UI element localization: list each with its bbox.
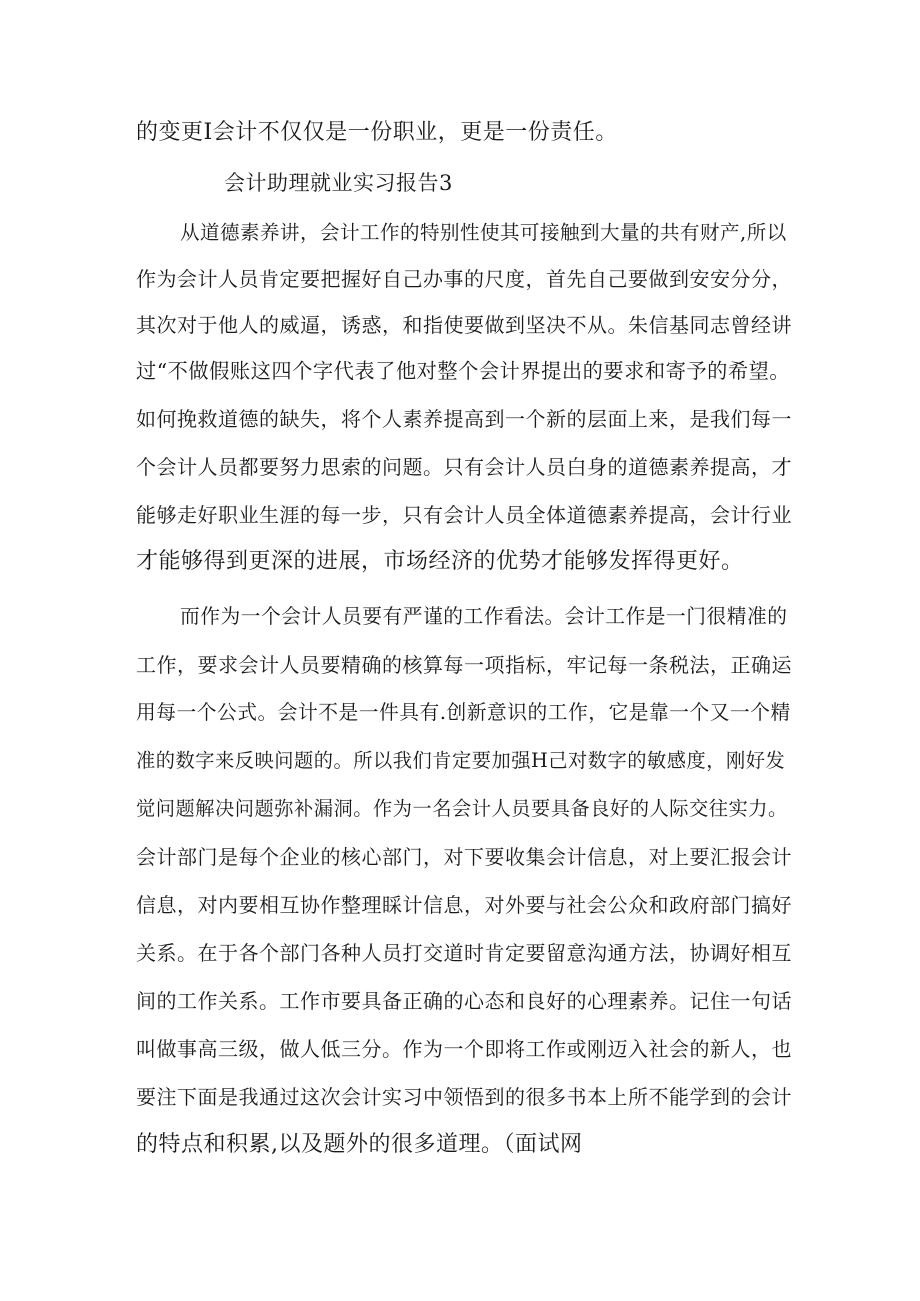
- paragraph-line: 作为会计人员肯定要把握好自己办事的尺度，首先自己要做到安安分分，: [136, 267, 792, 291]
- paragraph-line: 如何挽救道德的缺失，将个人素养提高到一个新的层面上来，是我们每一: [136, 407, 792, 431]
- paragraph-line: 觉问题解决问题弥补漏洞。作为一名会计人员要具备良好的人际交往实力。: [136, 797, 788, 820]
- paragraph-line: 工作，要求会计人员要精确的核算每一项指标，牢记每一条税法，正确运: [136, 653, 792, 677]
- paragraph-line: 的特点和积累,以及题外的很多道理。（面试网: [136, 1132, 583, 1157]
- paragraph-line: 信息，对内要相互协作整理睬计信息，对外要与社会公众和政府部门搞好: [136, 893, 792, 917]
- paragraph-line: 准的数字来反映问题的。所以我们肯定要加强H己对数字的敏感度，刚好发: [136, 749, 786, 772]
- paragraph-line: 其次对于他人的威逼，诱惑，和指使要做到坚决不从。朱信基同志曾经讲: [136, 313, 792, 337]
- paragraph-line: 而作为一个会计人员要有严谨的工作看法。会计工作是一门很精准的: [180, 605, 788, 628]
- paragraph-line: 用每一个公式。会计不是一件具有.创新意识的工作，它是靠一个又一个精: [136, 701, 791, 724]
- paragraph-line: 叫做事高三级，做人低三分。作为一个即将工作或刚迈入社会的新人，也: [136, 1037, 792, 1061]
- paragraph-line: 关系。在于各个部门各种人员打交道时肯定要留意沟通方法，协调好相互: [136, 941, 792, 965]
- section-heading: 会计助理就业实习报告3: [224, 171, 453, 195]
- paragraph-line: 过“不做假账这四个字代表了他对整个会计界提出的要求和寄予的希望。: [136, 359, 791, 383]
- opening-line: 的变更Ⅰ会计不仅仅是一份职业，更是一份责任。: [136, 120, 618, 145]
- paragraph-line: 间的工作关系。工作市要具备正确的心态和良好的心理素养。记住一句话: [136, 989, 792, 1013]
- paragraph-line: 才能够得到更深的进展，市场经济的优势才能够发挥得更好。: [136, 549, 744, 574]
- paragraph-line: 从道德素养讲，会计工作的特别性使其可接触到大量的共有财产,所以: [180, 221, 787, 244]
- paragraph-line: 要注下面是我通过这次会计实习中领悟到的很多书本上所不能学到的会计: [136, 1085, 792, 1109]
- paragraph-line: 能够走好职业生涯的每一步，只有会计人员全体道德素养提高，会计行业: [136, 503, 792, 527]
- paragraph-line: 个会计人员都要努力思索的问题。只有会计人员白身的道德素养提高，才: [136, 455, 792, 479]
- paragraph-line: 会计部门是每个企业的核心部门，对下要收集会计信息，对上要汇报会计: [136, 845, 792, 869]
